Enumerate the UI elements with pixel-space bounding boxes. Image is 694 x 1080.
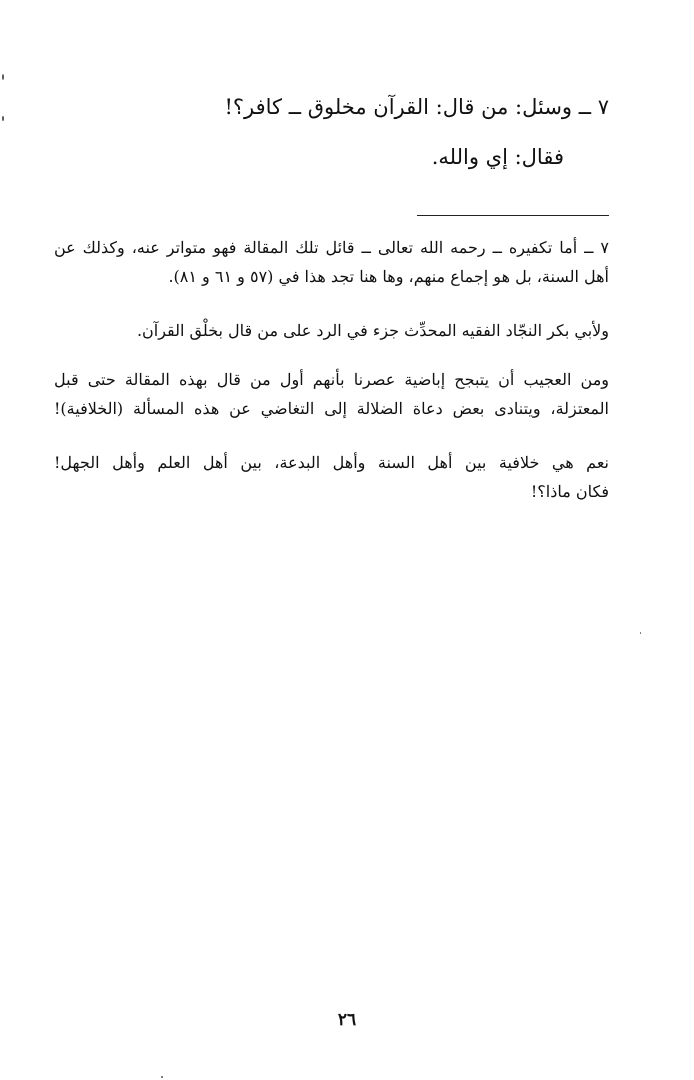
footnote-1-line-1: ٧ ــ أما تكفيره ــ رحمه الله تعالى ــ قائل تلك المقالة فهو متواتر عنه، وكذلك عن bbox=[54, 238, 609, 257]
scan-speck bbox=[161, 1076, 163, 1078]
footnote-paragraph-3 bbox=[54, 365, 609, 423]
footnote-separator bbox=[417, 215, 609, 216]
footnote-paragraph-2 bbox=[54, 316, 609, 345]
footnote-1-line-2: أهل السنة، بل هو إجماع منهم، وها هنا تجد هذا في (٥٧ و ٦١ و ٨١). bbox=[168, 267, 609, 286]
scan-speck bbox=[640, 632, 641, 634]
footnote-2-line-1: ولأبي بكر النجّاد الفقيه المحدِّث جزء في الرد على من قال بخلْق القرآن. bbox=[136, 321, 609, 340]
footnote-4-line-1: نعم هي خلافية بين أهل السنة وأهل البدعة، بين أهل العلم وأهل الجهل! bbox=[54, 453, 609, 472]
question-line: ٧ ــ وسئل: من قال: القرآن مخلوق ــ كافر؟! bbox=[224, 95, 609, 119]
scan-speck bbox=[2, 74, 4, 80]
page-number: ٢٦ bbox=[337, 1010, 357, 1030]
footnote-paragraph-4 bbox=[54, 448, 609, 506]
answer-line: فقال: إي والله. bbox=[431, 145, 564, 169]
scan-speck bbox=[2, 116, 4, 121]
footnote-4-line-2: فكان ماذا؟! bbox=[530, 482, 609, 501]
footnote-3-line-2: المعتزلة، ويتنادى بعض دعاة الضلالة إلى التغاضي عن هذه المسألة (الخلافية)! bbox=[54, 399, 609, 418]
footnote-3-line-1: ومن العجيب أن يتبجح إباضية عصرنا بأنهم أول من قال بهذه المقالة حتى قبل bbox=[54, 370, 609, 389]
footnote-paragraph-1 bbox=[54, 233, 609, 291]
